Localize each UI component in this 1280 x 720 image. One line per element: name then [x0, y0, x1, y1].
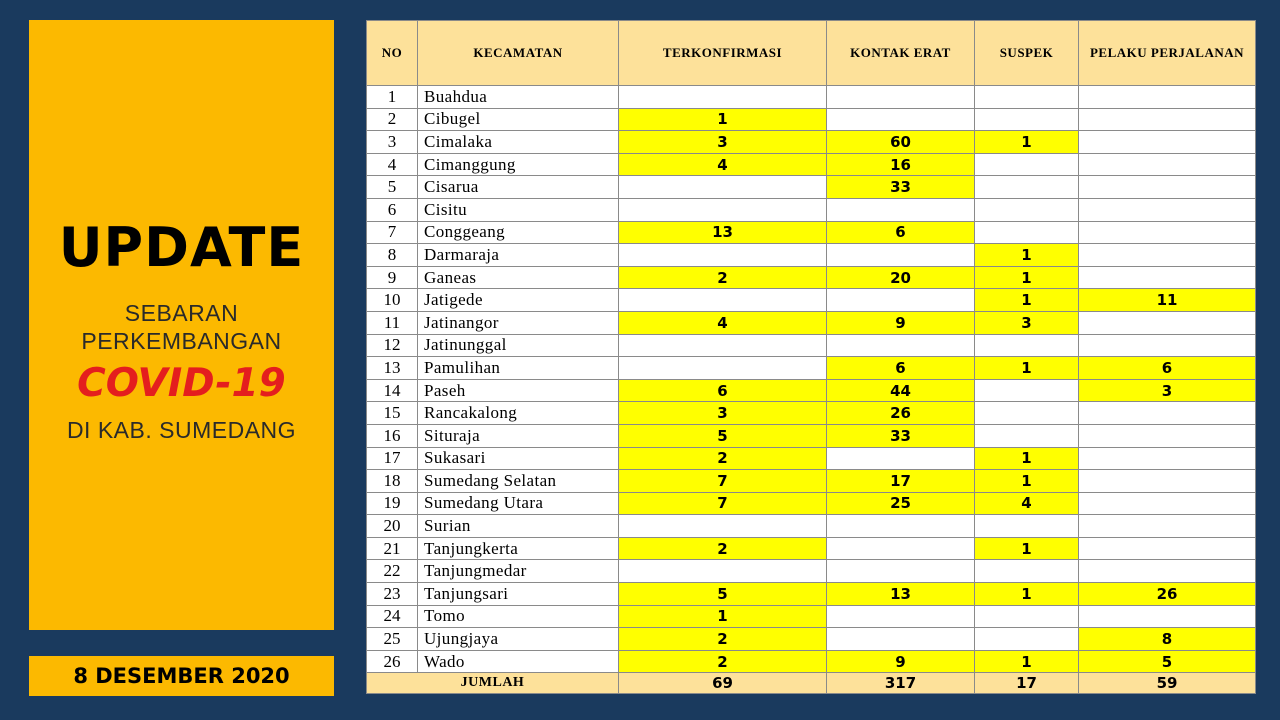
cell-suspek: [975, 379, 1079, 402]
cell-kontak-erat: [827, 108, 975, 131]
cell-suspek: [975, 153, 1079, 176]
table-row: [367, 289, 1256, 312]
table-row: [367, 515, 1256, 538]
cell-kecamatan: Jatinunggal: [418, 334, 619, 357]
cell-terkonfirmasi: 3: [619, 131, 827, 154]
cell-kecamatan: Sumedang Utara: [418, 492, 619, 515]
header-terkonfirmasi: TERKONFIRMASI: [619, 21, 827, 86]
cell-pelaku-perjalanan: [1079, 153, 1256, 176]
cell-kecamatan: Wado: [418, 650, 619, 673]
cell-kontak-erat: [827, 334, 975, 357]
cell-pelaku-perjalanan: 3: [1079, 379, 1256, 402]
cell-pelaku-perjalanan: [1079, 470, 1256, 493]
covid-title: COVID-19: [77, 361, 286, 406]
cell-no: 19: [367, 492, 418, 515]
cell-terkonfirmasi: [619, 560, 827, 583]
total-row: [367, 673, 1256, 694]
cell-terkonfirmasi: [619, 176, 827, 199]
table-row: [367, 357, 1256, 380]
cell-terkonfirmasi: 6: [619, 379, 827, 402]
table-row: [367, 537, 1256, 560]
cell-no: 6: [367, 198, 418, 221]
cell-kontak-erat: 60: [827, 131, 975, 154]
cell-pelaku-perjalanan: [1079, 334, 1256, 357]
table-header-row: [367, 21, 1256, 86]
cell-suspek: [975, 560, 1079, 583]
cell-pelaku-perjalanan: [1079, 221, 1256, 244]
cell-no: 11: [367, 311, 418, 334]
cell-pelaku-perjalanan: [1079, 492, 1256, 515]
region-label: DI KAB. SUMEDANG: [66, 417, 297, 443]
table-row: [367, 605, 1256, 628]
header-kontak-erat: KONTAK ERAT: [827, 21, 975, 86]
cell-kecamatan: Cibugel: [418, 108, 619, 131]
cell-suspek: [975, 605, 1079, 628]
cell-kontak-erat: 9: [827, 650, 975, 673]
cell-kontak-erat: 33: [827, 176, 975, 199]
cell-terkonfirmasi: [619, 289, 827, 312]
cell-no: 21: [367, 537, 418, 560]
cell-pelaku-perjalanan: 11: [1079, 289, 1256, 312]
cell-kecamatan: Cimanggung: [418, 153, 619, 176]
cell-suspek: 1: [975, 244, 1079, 267]
cell-suspek: 3: [975, 311, 1079, 334]
cell-pelaku-perjalanan: [1079, 86, 1256, 109]
date-box: [29, 656, 334, 696]
table-row: [367, 131, 1256, 154]
cell-no: 25: [367, 628, 418, 651]
cell-suspek: 1: [975, 583, 1079, 606]
cell-kontak-erat: [827, 537, 975, 560]
table-row: [367, 311, 1256, 334]
table-row: [367, 560, 1256, 583]
cell-no: 17: [367, 447, 418, 470]
cell-kecamatan: Tanjungmedar: [418, 560, 619, 583]
cell-pelaku-perjalanan: [1079, 605, 1256, 628]
cell-kecamatan: Cimalaka: [418, 131, 619, 154]
cell-kontak-erat: 17: [827, 470, 975, 493]
cell-suspek: [975, 176, 1079, 199]
cell-kecamatan: Darmaraja: [418, 244, 619, 267]
cell-kontak-erat: 9: [827, 311, 975, 334]
header-suspek: SUSPEK: [975, 21, 1079, 86]
cell-kontak-erat: [827, 447, 975, 470]
cell-terkonfirmasi: [619, 86, 827, 109]
cell-pelaku-perjalanan: [1079, 311, 1256, 334]
cell-no: 1: [367, 86, 418, 109]
table-row: [367, 153, 1256, 176]
table-row: [367, 650, 1256, 673]
cell-terkonfirmasi: 2: [619, 447, 827, 470]
table-row: [367, 379, 1256, 402]
table-row: [367, 244, 1256, 267]
cell-kontak-erat: 20: [827, 266, 975, 289]
cell-pelaku-perjalanan: [1079, 515, 1256, 538]
cell-no: 5: [367, 176, 418, 199]
cell-suspek: 1: [975, 650, 1079, 673]
cell-no: 12: [367, 334, 418, 357]
subtitle-line-2: PERKEMBANGAN: [81, 328, 282, 354]
cell-kontak-erat: [827, 515, 975, 538]
cell-terkonfirmasi: 1: [619, 108, 827, 131]
cell-pelaku-perjalanan: [1079, 402, 1256, 425]
cell-kecamatan: Sukasari: [418, 447, 619, 470]
cell-kecamatan: Ujungjaya: [418, 628, 619, 651]
total-label: JUMLAH: [367, 673, 619, 694]
cell-terkonfirmasi: [619, 515, 827, 538]
cell-pelaku-perjalanan: [1079, 131, 1256, 154]
cell-suspek: [975, 221, 1079, 244]
total-kontak-erat: 317: [827, 673, 975, 694]
cell-pelaku-perjalanan: [1079, 198, 1256, 221]
cell-kecamatan: Cisarua: [418, 176, 619, 199]
cell-pelaku-perjalanan: [1079, 176, 1256, 199]
cell-kontak-erat: [827, 605, 975, 628]
cell-suspek: [975, 424, 1079, 447]
cell-kontak-erat: 26: [827, 402, 975, 425]
table-row: [367, 628, 1256, 651]
cell-kontak-erat: [827, 560, 975, 583]
cell-terkonfirmasi: 2: [619, 650, 827, 673]
cell-kecamatan: Buahdua: [418, 86, 619, 109]
cell-terkonfirmasi: [619, 357, 827, 380]
cell-pelaku-perjalanan: 8: [1079, 628, 1256, 651]
cell-terkonfirmasi: 2: [619, 266, 827, 289]
cell-no: 18: [367, 470, 418, 493]
date-label: 8 DESEMBER 2020: [73, 664, 290, 688]
total-pelaku-perjalanan: 59: [1079, 673, 1256, 694]
cell-kontak-erat: [827, 244, 975, 267]
table-row: [367, 492, 1256, 515]
cell-terkonfirmasi: 3: [619, 402, 827, 425]
cell-kontak-erat: [827, 86, 975, 109]
cell-suspek: [975, 628, 1079, 651]
cell-no: 7: [367, 221, 418, 244]
cell-terkonfirmasi: 7: [619, 492, 827, 515]
cell-kecamatan: Paseh: [418, 379, 619, 402]
covid-table-container: [366, 20, 1255, 694]
table-row: [367, 334, 1256, 357]
cell-pelaku-perjalanan: [1079, 560, 1256, 583]
cell-kontak-erat: 6: [827, 221, 975, 244]
total-terkonfirmasi: 69: [619, 673, 827, 694]
cell-kontak-erat: 33: [827, 424, 975, 447]
table-row: [367, 108, 1256, 131]
cell-terkonfirmasi: 4: [619, 153, 827, 176]
cell-suspek: 1: [975, 289, 1079, 312]
cell-kecamatan: Situraja: [418, 424, 619, 447]
cell-kontak-erat: [827, 198, 975, 221]
cell-pelaku-perjalanan: 26: [1079, 583, 1256, 606]
cell-kecamatan: Tanjungkerta: [418, 537, 619, 560]
table-row: [367, 198, 1256, 221]
cell-kontak-erat: 6: [827, 357, 975, 380]
cell-pelaku-perjalanan: [1079, 244, 1256, 267]
table-row: [367, 176, 1256, 199]
cell-pelaku-perjalanan: 6: [1079, 357, 1256, 380]
cell-pelaku-perjalanan: [1079, 266, 1256, 289]
covid-table: [366, 20, 1256, 694]
cell-kontak-erat: 16: [827, 153, 975, 176]
cell-no: 2: [367, 108, 418, 131]
header-pelaku-perjalanan: PELAKU PERJALANAN: [1079, 21, 1256, 86]
cell-suspek: [975, 402, 1079, 425]
cell-suspek: 1: [975, 447, 1079, 470]
cell-kecamatan: Tomo: [418, 605, 619, 628]
cell-suspek: [975, 198, 1079, 221]
cell-terkonfirmasi: 4: [619, 311, 827, 334]
cell-kontak-erat: 13: [827, 583, 975, 606]
cell-suspek: [975, 334, 1079, 357]
cell-terkonfirmasi: 13: [619, 221, 827, 244]
cell-no: 13: [367, 357, 418, 380]
cell-no: 24: [367, 605, 418, 628]
cell-suspek: 1: [975, 357, 1079, 380]
cell-no: 14: [367, 379, 418, 402]
cell-kecamatan: Tanjungsari: [418, 583, 619, 606]
cell-kecamatan: Ganeas: [418, 266, 619, 289]
table-row: [367, 447, 1256, 470]
cell-kecamatan: Jatinangor: [418, 311, 619, 334]
cell-kontak-erat: 44: [827, 379, 975, 402]
cell-kontak-erat: [827, 289, 975, 312]
table-body: [367, 86, 1256, 673]
cell-pelaku-perjalanan: 5: [1079, 650, 1256, 673]
cell-terkonfirmasi: [619, 244, 827, 267]
table-row: [367, 221, 1256, 244]
header-no: NO: [367, 21, 418, 86]
cell-kontak-erat: 25: [827, 492, 975, 515]
cell-suspek: [975, 86, 1079, 109]
table-row: [367, 470, 1256, 493]
table-row: [367, 424, 1256, 447]
title-panel: [29, 20, 334, 630]
cell-no: 26: [367, 650, 418, 673]
cell-suspek: [975, 515, 1079, 538]
cell-terkonfirmasi: 2: [619, 628, 827, 651]
cell-no: 8: [367, 244, 418, 267]
subtitle-line-1: SEBARAN: [124, 300, 239, 326]
cell-kecamatan: Conggeang: [418, 221, 619, 244]
cell-kecamatan: Surian: [418, 515, 619, 538]
cell-suspek: [975, 108, 1079, 131]
cell-kecamatan: Rancakalong: [418, 402, 619, 425]
cell-terkonfirmasi: 1: [619, 605, 827, 628]
cell-no: 23: [367, 583, 418, 606]
cell-pelaku-perjalanan: [1079, 108, 1256, 131]
cell-suspek: 1: [975, 470, 1079, 493]
update-title: UPDATE: [58, 216, 305, 279]
cell-suspek: 1: [975, 131, 1079, 154]
header-kecamatan: KECAMATAN: [418, 21, 619, 86]
cell-no: 16: [367, 424, 418, 447]
cell-terkonfirmasi: [619, 334, 827, 357]
cell-pelaku-perjalanan: [1079, 447, 1256, 470]
cell-terkonfirmasi: 7: [619, 470, 827, 493]
cell-suspek: 1: [975, 266, 1079, 289]
cell-no: 15: [367, 402, 418, 425]
cell-terkonfirmasi: [619, 198, 827, 221]
cell-no: 9: [367, 266, 418, 289]
cell-suspek: 1: [975, 537, 1079, 560]
cell-terkonfirmasi: 2: [619, 537, 827, 560]
cell-pelaku-perjalanan: [1079, 424, 1256, 447]
cell-no: 22: [367, 560, 418, 583]
cell-terkonfirmasi: 5: [619, 583, 827, 606]
table-row: [367, 86, 1256, 109]
table-row: [367, 266, 1256, 289]
total-suspek: 17: [975, 673, 1079, 694]
cell-no: 4: [367, 153, 418, 176]
cell-kecamatan: Jatigede: [418, 289, 619, 312]
cell-kontak-erat: [827, 628, 975, 651]
cell-kecamatan: Pamulihan: [418, 357, 619, 380]
table-row: [367, 583, 1256, 606]
table-row: [367, 402, 1256, 425]
cell-pelaku-perjalanan: [1079, 537, 1256, 560]
cell-kecamatan: Cisitu: [418, 198, 619, 221]
cell-terkonfirmasi: 5: [619, 424, 827, 447]
cell-no: 10: [367, 289, 418, 312]
cell-suspek: 4: [975, 492, 1079, 515]
cell-no: 20: [367, 515, 418, 538]
cell-kecamatan: Sumedang Selatan: [418, 470, 619, 493]
cell-no: 3: [367, 131, 418, 154]
